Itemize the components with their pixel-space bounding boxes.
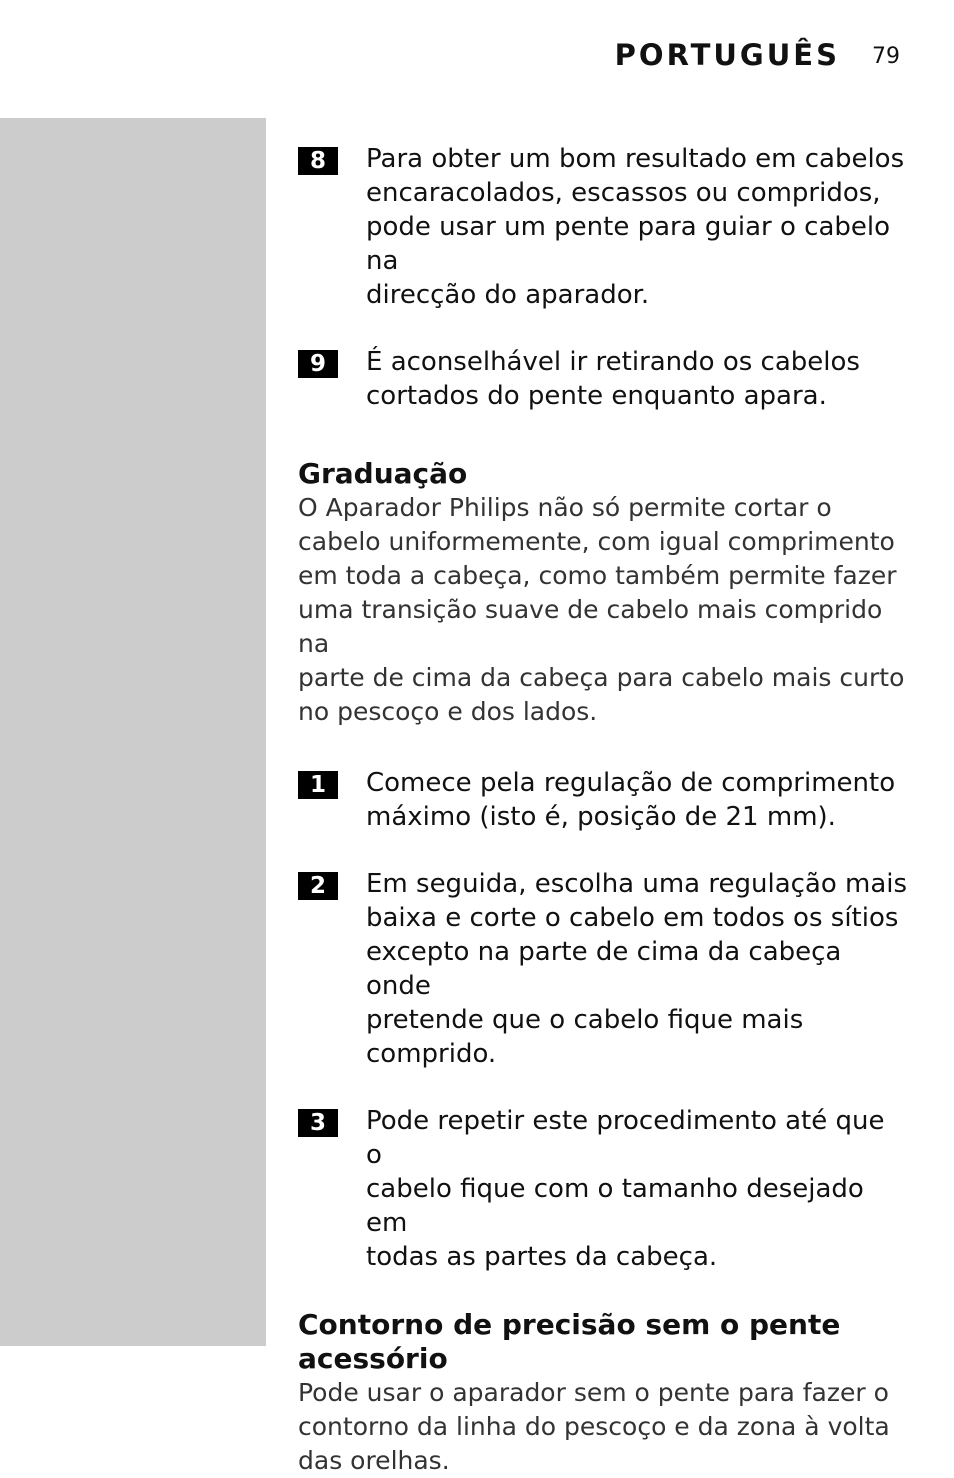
step-text: Comece pela regulação de comprimento máximo (isto é, posição de 21 mm).	[366, 768, 896, 832]
step-number-badge: 1	[298, 771, 338, 799]
step-text: Pode repetir este procedimento até que o cabelo fique com o tamanho desejado em todas as partes da cabeça.	[366, 1106, 885, 1272]
step-2	[298, 867, 908, 1071]
main-content	[298, 140, 908, 1478]
section-paragraph-contorno: Pode usar o aparador sem o pente para fazer o contorno da linha do pescoço e da zona à volta das orelhas.	[298, 1378, 890, 1475]
section-paragraph-graduacao: O Aparador Philips não só permite cortar o cabelo uniformemente, com igual comprimento em toda a cabeça, como também permite fazer uma transição suave de cabelo mais comprido na parte de cima da cabeça para cabelo mais curto no pescoço e dos lados.	[298, 493, 905, 726]
step-number-badge: 8	[298, 147, 338, 175]
section-heading-graduacao: Graduação	[298, 457, 468, 490]
step-3	[298, 1104, 908, 1274]
step-number-badge: 3	[298, 1109, 338, 1137]
step-text: É aconselhável ir retirando os cabelos cortados do pente enquanto apara.	[366, 347, 860, 411]
step-1	[298, 766, 908, 834]
page-number: 79	[872, 44, 900, 69]
step-number-badge: 9	[298, 350, 338, 378]
step-text: Para obter um bom resultado em cabelos encaracolados, escassos ou compridos, pode usar um pente para guiar o cabelo na direcção do aparador.	[366, 144, 905, 310]
step-text: Em seguida, escolha uma regulação mais baixa e corte o cabelo em todos os sítios excepto na parte de cima da cabeça onde pretende que o cabelo fique mais comprido.	[366, 869, 908, 1069]
step-8	[298, 142, 908, 312]
language-header: PORTUGUÊS	[614, 38, 840, 72]
section-heading-contorno: Contorno de precisão sem o pente acessório	[298, 1308, 841, 1375]
step-9	[298, 345, 908, 413]
gray-sidebar	[0, 118, 266, 1346]
step-number-badge: 2	[298, 872, 338, 900]
